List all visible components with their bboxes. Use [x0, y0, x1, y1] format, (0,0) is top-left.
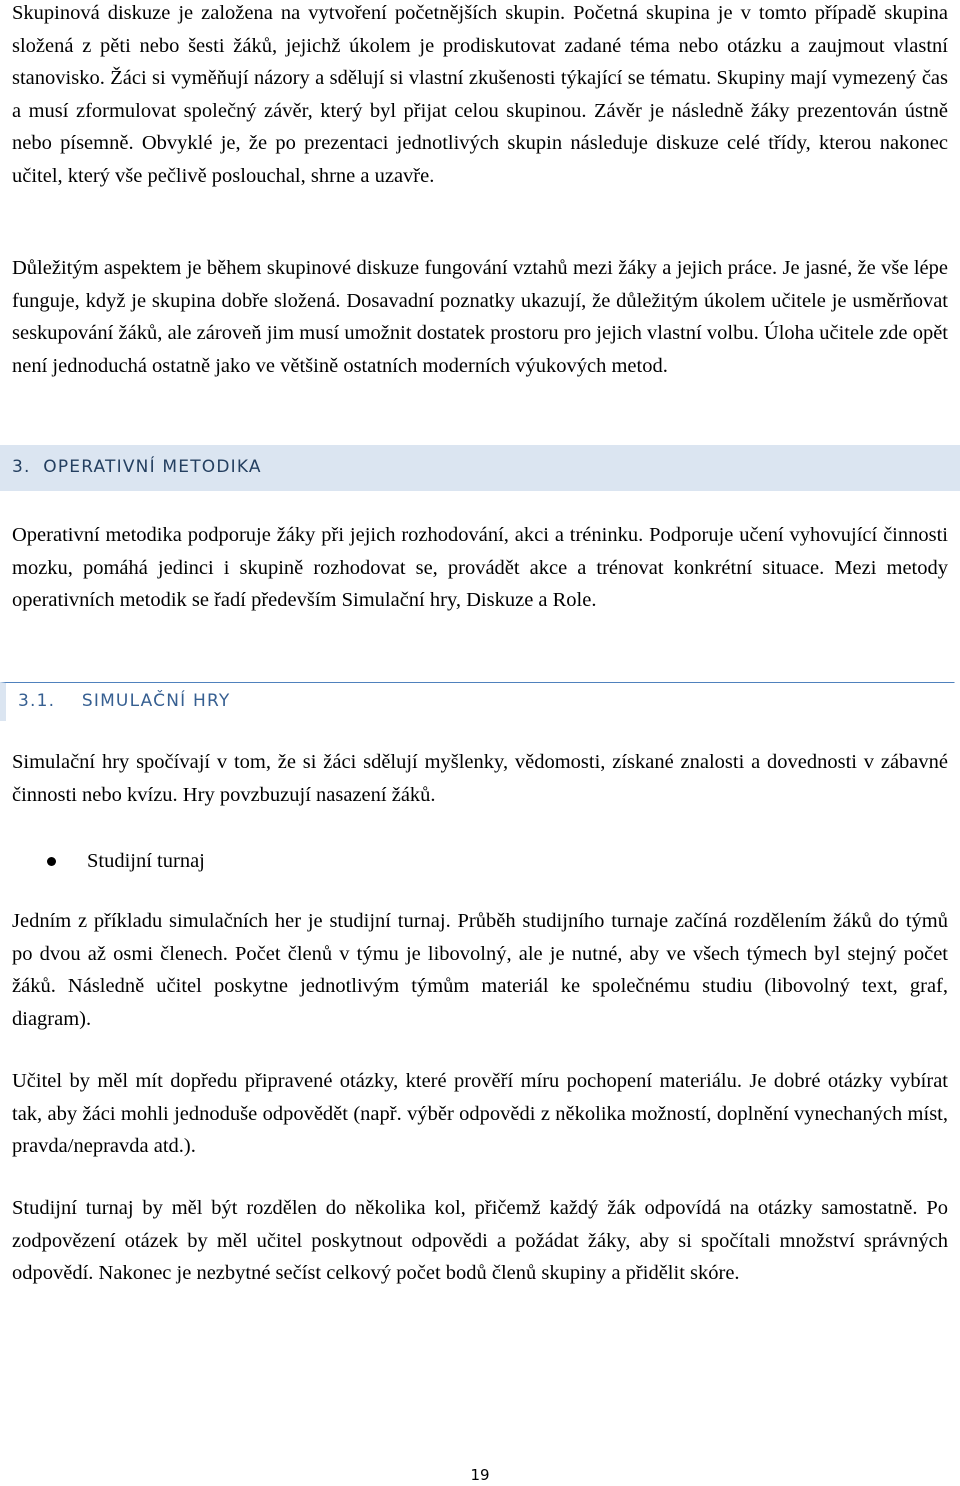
subsection-heading [18, 691, 230, 711]
paragraph-studijni-turnaj: Jedním z příkladu simulačních her je studijní turnaj. Průběh studijního turnaje začíná rozdělením žáků do týmů po dvou až osmi členech. Počet členů v týmu je libovolný, ale je nutné, aby ve všech týmech byl stejný počet žáků. Následně učitel poskytne jednotlivým týmům materiál ke společnému studiu (libovolný text, graf, diagram). [12, 910, 948, 1030]
bullet-item-studijni-turnaj: Studijní turnaj [87, 850, 205, 872]
paragraph-skupinova-diskuze: Skupinová diskuze je založena na vytvoření početnějších skupin. Početná skupina je v tomto případě skupina složená z pěti nebo šesti žáků, jejichž úkolem je prodiskutovat zadané téma nebo otázku a zaujmout vlastní stanovisko. Žáci si vyměňují názory a sdělují si vlastní zkušenosti týkající se tématu. Skupiny mají vymezený čas a musí zformulovat společný závěr, který byl přijat celou skupinou. Závěr je následně žáky prezentován ústně nebo písemně. Obvyklé je, že po prezentaci jednotlivých skupin následuje diskuze celé třídy, kterou nakonec učitel, který vše pečlivě poslouchal, shrne a uzavře. [12, 2, 948, 187]
section-heading-title: OPERATIVNÍ METODIKA [43, 457, 262, 477]
section-heading-number: 3. [12, 457, 31, 477]
paragraph-simulacni-hry: Simulační hry spočívají v tom, že si žáci sdělují myšlenky, vědomosti, získané znalosti a dovednosti v zábavné činnosti nebo kvízu. Hry povzbuzují nasazení žáků. [12, 751, 948, 806]
paragraph-kola-turnaje: Studijní turnaj by měl být rozdělen do několika kol, přičemž každý žák odpovídá na otázky samostatně. Po zodpovězení otázek by měl učitel poskytnout odpovědi a požádat žáky, aby si spočítali množství správných odpovědí. Nakonec je nezbytné sečíst celkový počet bodů členů skupiny a přidělit skóre. [12, 1197, 948, 1284]
paragraph-ucitel-otazky: Učitel by měl mít dopředu připravené otázky, které prověří míru pochopení materiálu. Je dobré otázky vybírat tak, aby žáci mohli jednoduše odpovědět (např. výběr odpovědi z několika možností, doplnění vynechaných míst, pravda/nepravda atd.). [12, 1070, 948, 1157]
subsection-heading-title: SIMULAČNÍ HRY [81, 691, 231, 711]
paragraph-dulezity-aspekt: Důležitým aspektem je během skupinové diskuze fungování vztahů mezi žáky a jejich práce. Je jasné, že vše lépe funguje, když je skupina dobře složená. Dosavadní poznatky ukazují, že důležitým úkolem učitele je usměrňovat seskupování žáků, ale zároveň jim musí umožnit dostatek prostoru pro jejich vlastní volbu. Úloha učitele zde opět není jednoduchá ostatně jako ve většině ostatních moderních výukových metod. [12, 257, 948, 377]
subsection-heading-number: 3.1. [18, 691, 56, 711]
paragraph-operativni-metodika: Operativní metodika podporuje žáky při jejich rozhodování, akci a tréninku. Podporuje učení vyhovující činnosti mozku, pomáhá jedinci i skupině rozhodovat se, provádět akce a trénovat konkrétní situace. Mezi metody operativních metodik se řadí především Simulační hry, Diskuze a Role. [12, 524, 948, 611]
page-number: 19 [470, 1466, 490, 1484]
bullet-icon [47, 857, 56, 866]
section-heading [12, 457, 262, 477]
